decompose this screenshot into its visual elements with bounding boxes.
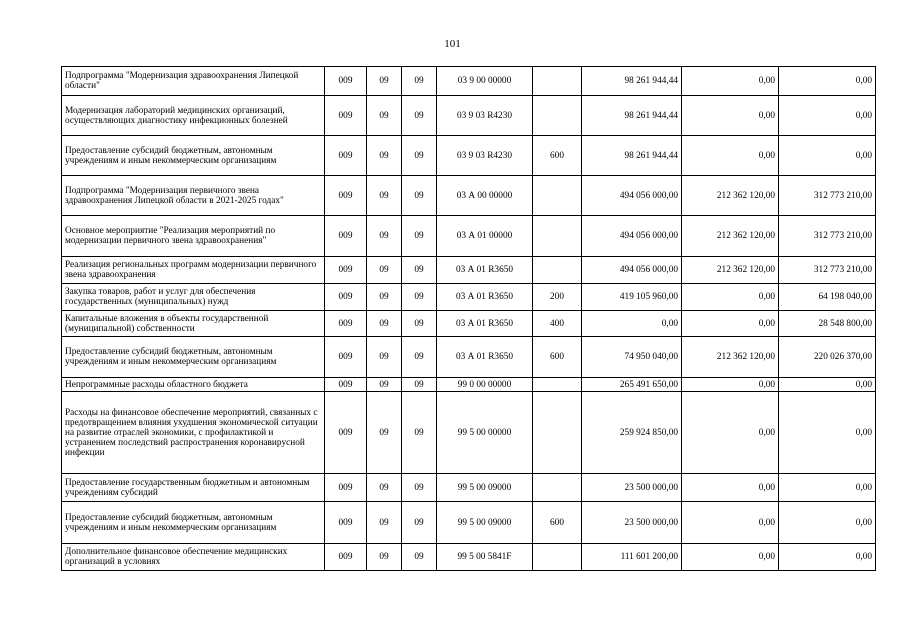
cell-sum-1: 419 105 960,00 bbox=[582, 284, 682, 311]
cell-sum-2: 0,00 bbox=[682, 67, 779, 96]
cell-sum-3: 0,00 bbox=[779, 67, 876, 96]
cell-sum-2: 212 362 120,00 bbox=[682, 216, 779, 257]
cell-podrazdel: 09 bbox=[402, 474, 437, 502]
row-name: Предоставление субсидий бюджетным, автономным учреждениям и иным некоммерческим организациям bbox=[62, 337, 325, 378]
row-name: Капитальные вложения в объекты государственной (муниципальной) собственности bbox=[62, 311, 325, 337]
cell-expense-type bbox=[533, 67, 582, 96]
cell-sum-1: 265 491 650,00 bbox=[582, 378, 682, 392]
table-row bbox=[62, 284, 876, 311]
table-body bbox=[62, 67, 876, 571]
cell-target-article: 99 5 00 00000 bbox=[437, 392, 533, 474]
cell-target-article: 03 А 01 R3650 bbox=[437, 337, 533, 378]
cell-sum-1: 494 056 000,00 bbox=[582, 216, 682, 257]
row-name: Непрограммные расходы областного бюджета bbox=[62, 378, 325, 392]
row-name: Реализация региональных программ модернизации первичного звена здравоохранения bbox=[62, 257, 325, 284]
cell-razdel: 09 bbox=[367, 502, 402, 544]
cell-expense-type: 600 bbox=[533, 136, 582, 176]
cell-sum-1: 98 261 944,44 bbox=[582, 96, 682, 136]
row-name: Предоставление субсидий бюджетным, автономным учреждениям и иным некоммерческим организациям bbox=[62, 136, 325, 176]
cell-podrazdel: 09 bbox=[402, 378, 437, 392]
cell-sum-3: 0,00 bbox=[779, 392, 876, 474]
cell-expense-type: 600 bbox=[533, 502, 582, 544]
cell-ved: 009 bbox=[325, 136, 367, 176]
cell-razdel: 09 bbox=[367, 337, 402, 378]
row-name: Предоставление субсидий бюджетным, автономным учреждениям и иным некоммерческим организациям bbox=[62, 502, 325, 544]
cell-ved: 009 bbox=[325, 284, 367, 311]
table-row bbox=[62, 378, 876, 392]
cell-podrazdel: 09 bbox=[402, 392, 437, 474]
table-row bbox=[62, 337, 876, 378]
cell-ved: 009 bbox=[325, 257, 367, 284]
cell-ved: 009 bbox=[325, 96, 367, 136]
cell-sum-2: 0,00 bbox=[682, 502, 779, 544]
budget-table bbox=[61, 66, 876, 571]
cell-sum-2: 212 362 120,00 bbox=[682, 176, 779, 216]
cell-ved: 009 bbox=[325, 378, 367, 392]
cell-target-article: 03 9 03 R4230 bbox=[437, 136, 533, 176]
cell-target-article: 03 А 01 R3650 bbox=[437, 311, 533, 337]
cell-target-article: 03 А 01 R3650 bbox=[437, 284, 533, 311]
cell-ved: 009 bbox=[325, 216, 367, 257]
cell-razdel: 09 bbox=[367, 474, 402, 502]
table-row bbox=[62, 311, 876, 337]
cell-target-article: 99 5 00 09000 bbox=[437, 474, 533, 502]
cell-ved: 009 bbox=[325, 392, 367, 474]
cell-sum-3: 28 548 800,00 bbox=[779, 311, 876, 337]
cell-sum-1: 111 601 200,00 bbox=[582, 544, 682, 571]
cell-expense-type bbox=[533, 96, 582, 136]
cell-razdel: 09 bbox=[367, 544, 402, 571]
cell-podrazdel: 09 bbox=[402, 176, 437, 216]
cell-ved: 009 bbox=[325, 311, 367, 337]
table-row bbox=[62, 216, 876, 257]
cell-expense-type bbox=[533, 216, 582, 257]
cell-sum-3: 0,00 bbox=[779, 96, 876, 136]
cell-sum-2: 0,00 bbox=[682, 378, 779, 392]
cell-podrazdel: 09 bbox=[402, 216, 437, 257]
cell-sum-1: 23 500 000,00 bbox=[582, 474, 682, 502]
cell-podrazdel: 09 bbox=[402, 284, 437, 311]
table-row bbox=[62, 257, 876, 284]
cell-sum-2: 212 362 120,00 bbox=[682, 257, 779, 284]
cell-expense-type: 200 bbox=[533, 284, 582, 311]
table-row bbox=[62, 544, 876, 571]
cell-expense-type: 400 bbox=[533, 311, 582, 337]
cell-podrazdel: 09 bbox=[402, 257, 437, 284]
row-name: Расходы на финансовое обеспечение мероприятий, связанных с предотвращением влияния ухудшения экономической ситуации на развитие отраслей экономики, с профилактикой и устранением последствий распространения коронавирусной инфекции bbox=[62, 392, 325, 474]
cell-sum-1: 23 500 000,00 bbox=[582, 502, 682, 544]
cell-expense-type bbox=[533, 257, 582, 284]
cell-ved: 009 bbox=[325, 544, 367, 571]
row-name: Дополнительное финансовое обеспечение медицинских организаций в условиях bbox=[62, 544, 325, 571]
cell-sum-2: 0,00 bbox=[682, 136, 779, 176]
cell-sum-2: 0,00 bbox=[682, 392, 779, 474]
cell-expense-type bbox=[533, 392, 582, 474]
cell-target-article: 99 5 00 5841F bbox=[437, 544, 533, 571]
table-row bbox=[62, 392, 876, 474]
cell-target-article: 03 9 03 R4230 bbox=[437, 96, 533, 136]
row-name: Подпрограмма "Модернизация первичного звена здравоохранения Липецкой области в 2021-2025 годах" bbox=[62, 176, 325, 216]
cell-podrazdel: 09 bbox=[402, 67, 437, 96]
cell-razdel: 09 bbox=[367, 216, 402, 257]
cell-sum-2: 0,00 bbox=[682, 474, 779, 502]
table-row bbox=[62, 67, 876, 96]
cell-sum-1: 259 924 850,00 bbox=[582, 392, 682, 474]
cell-razdel: 09 bbox=[367, 136, 402, 176]
cell-ved: 009 bbox=[325, 67, 367, 96]
cell-ved: 009 bbox=[325, 502, 367, 544]
cell-podrazdel: 09 bbox=[402, 136, 437, 176]
cell-sum-3: 220 026 370,00 bbox=[779, 337, 876, 378]
table-row bbox=[62, 96, 876, 136]
cell-razdel: 09 bbox=[367, 392, 402, 474]
cell-podrazdel: 09 bbox=[402, 502, 437, 544]
cell-podrazdel: 09 bbox=[402, 337, 437, 378]
row-name: Модернизация лабораторий медицинских организаций, осуществляющих диагностику инфекционных болезней bbox=[62, 96, 325, 136]
cell-razdel: 09 bbox=[367, 67, 402, 96]
cell-sum-1: 494 056 000,00 bbox=[582, 257, 682, 284]
cell-razdel: 09 bbox=[367, 284, 402, 311]
cell-ved: 009 bbox=[325, 176, 367, 216]
cell-target-article: 03 А 01 00000 bbox=[437, 216, 533, 257]
cell-sum-3: 64 198 040,00 bbox=[779, 284, 876, 311]
cell-sum-2: 0,00 bbox=[682, 96, 779, 136]
cell-sum-3: 0,00 bbox=[779, 502, 876, 544]
row-name: Закупка товаров, работ и услуг для обеспечения государственных (муниципальных) нужд bbox=[62, 284, 325, 311]
cell-sum-3: 0,00 bbox=[779, 136, 876, 176]
cell-sum-2: 212 362 120,00 bbox=[682, 337, 779, 378]
cell-sum-3: 0,00 bbox=[779, 544, 876, 571]
cell-podrazdel: 09 bbox=[402, 544, 437, 571]
cell-expense-type: 600 bbox=[533, 337, 582, 378]
cell-sum-3: 0,00 bbox=[779, 474, 876, 502]
cell-target-article: 03 А 01 R3650 bbox=[437, 257, 533, 284]
row-name: Подпрограмма "Модернизация здравоохранения Липецкой области" bbox=[62, 67, 325, 96]
cell-razdel: 09 bbox=[367, 96, 402, 136]
cell-razdel: 09 bbox=[367, 176, 402, 216]
cell-sum-1: 494 056 000,00 bbox=[582, 176, 682, 216]
cell-sum-3: 312 773 210,00 bbox=[779, 216, 876, 257]
cell-sum-1: 98 261 944,44 bbox=[582, 136, 682, 176]
cell-expense-type bbox=[533, 176, 582, 216]
cell-expense-type bbox=[533, 378, 582, 392]
cell-razdel: 09 bbox=[367, 311, 402, 337]
cell-ved: 009 bbox=[325, 337, 367, 378]
cell-sum-3: 312 773 210,00 bbox=[779, 176, 876, 216]
cell-sum-1: 98 261 944,44 bbox=[582, 67, 682, 96]
table-row bbox=[62, 136, 876, 176]
table-row bbox=[62, 474, 876, 502]
row-name: Предоставление государственным бюджетным и автономным учреждениям субсидий bbox=[62, 474, 325, 502]
cell-target-article: 03 9 00 00000 bbox=[437, 67, 533, 96]
cell-sum-3: 0,00 bbox=[779, 378, 876, 392]
cell-sum-1: 74 950 040,00 bbox=[582, 337, 682, 378]
table-row bbox=[62, 502, 876, 544]
cell-target-article: 99 0 00 00000 bbox=[437, 378, 533, 392]
cell-podrazdel: 09 bbox=[402, 311, 437, 337]
cell-target-article: 03 А 00 00000 bbox=[437, 176, 533, 216]
cell-expense-type bbox=[533, 474, 582, 502]
cell-razdel: 09 bbox=[367, 378, 402, 392]
cell-sum-2: 0,00 bbox=[682, 284, 779, 311]
cell-razdel: 09 bbox=[367, 257, 402, 284]
cell-ved: 009 bbox=[325, 474, 367, 502]
cell-sum-2: 0,00 bbox=[682, 311, 779, 337]
cell-sum-2: 0,00 bbox=[682, 544, 779, 571]
cell-expense-type bbox=[533, 544, 582, 571]
cell-target-article: 99 5 00 09000 bbox=[437, 502, 533, 544]
page-number: 101 bbox=[444, 38, 461, 50]
cell-sum-1: 0,00 bbox=[582, 311, 682, 337]
row-name: Основное мероприятие "Реализация мероприятий по модернизации первичного звена здравоохранения" bbox=[62, 216, 325, 257]
cell-podrazdel: 09 bbox=[402, 96, 437, 136]
table-row bbox=[62, 176, 876, 216]
cell-sum-3: 312 773 210,00 bbox=[779, 257, 876, 284]
